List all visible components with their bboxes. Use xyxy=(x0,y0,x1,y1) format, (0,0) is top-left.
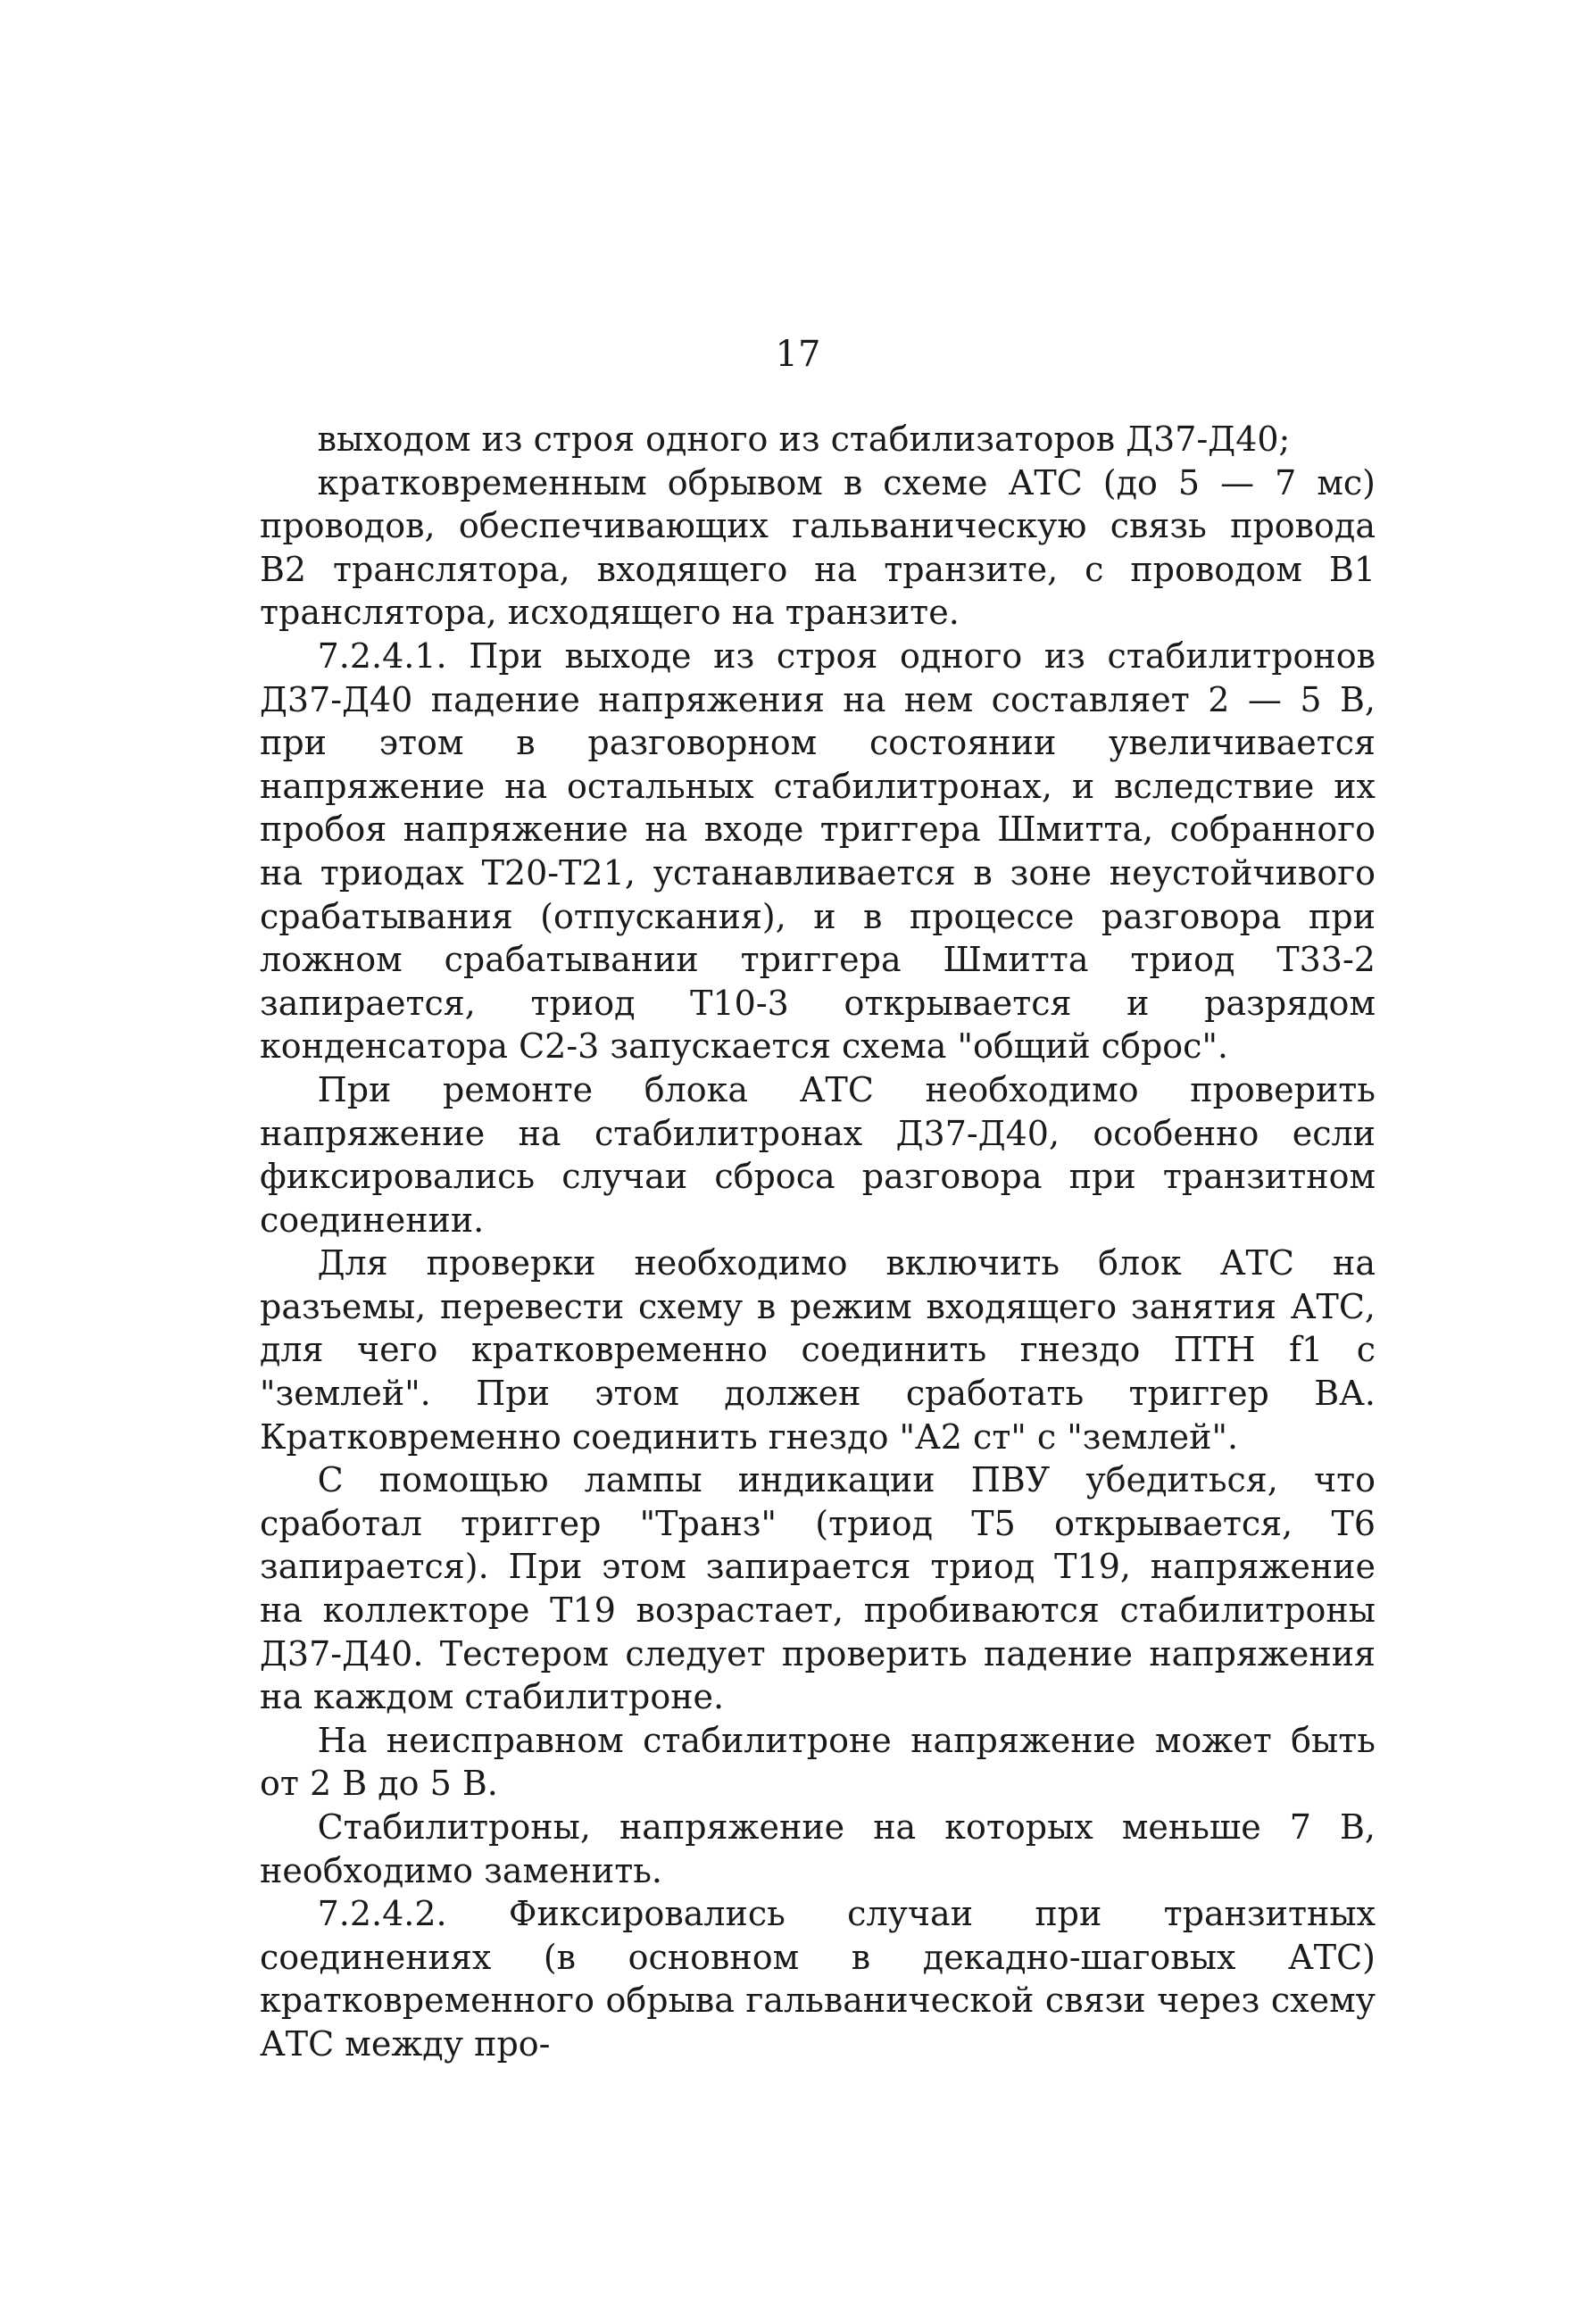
paragraph-7-2-4-1: 7.2.4.1. При выходе из строя одного из стабилитронов Д37-Д40 падение напряжения на нем составляет 2 — 5 В, при этом в разговорном состоянии увеличивается напряжение на остальных стабилитронах, и вследствие их пробоя напряжение на входе триггера Шмитта, собранного на триодах Т20-Т21, устанавливается в зоне неустойчивого срабатывания (отпускания), и в процессе разговора при ложном срабатывании триггера Шмитта триод Т33-2 запирается, триод Т10-3 открывается и разрядом конденсатора С2-3 запускается схема "общий сброс". xyxy=(260,635,1376,1067)
paragraph-stabilizer-failure: выходом из строя одного из стабилизаторов Д37-Д40; xyxy=(317,419,1291,459)
paragraph-7-2-4-2: 7.2.4.2. Фиксировались случаи при транзитных соединениях (в основном в декадно-шаговых АТС) кратковременного обрыва гальванической связи через схему АТС между про- xyxy=(260,1894,1376,2064)
page-number: 17 xyxy=(775,334,821,375)
paragraph-faulty-voltage: На неисправном стабилитроне напряжение может быть от 2 В до 5 В. xyxy=(260,1720,1376,1804)
paragraph-replace: Стабилитроны, напряжение на которых меньше 7 В, необходимо заменить. xyxy=(260,1807,1376,1890)
paragraph-short-break: кратковременным обрывом в схеме АТС (до 5 — 7 мс) проводов, обеспечивающих гальваническую связь провода В2 транслятора, входящего на транзите, с проводом В1 транслятора, исходящего на транзите. xyxy=(260,462,1376,633)
paragraph-check-procedure: Для проверки необходимо включить блок АТС на разъемы, перевести схему в режим входящего занятия АТС, для чего кратковременно соединить гнездо ПТН f1 с "землей". При этом должен сработать триггер ВА. Кратковременно соединить гнездо "А2 ст" с "землей". xyxy=(260,1243,1376,1457)
paragraph-repair-check: При ремонте блока АТС необходимо проверить напряжение на стабилитронах Д37-Д40, особенно если фиксировались случаи сброса разговора при транзитном соединении. xyxy=(260,1069,1376,1240)
body-text xyxy=(260,418,1376,2066)
paragraph-pvu-lamp: С помощью лампы индикации ПВУ убедиться, что сработал триггер "Транз" (триод Т5 открывается, Т6 запирается). При этом запирается триод Т19, напряжение на коллекторе Т19 возрастает, пробиваются стабилитроны Д37-Д40. Тестером следует проверить падение напряжения на каждом стабилитроне. xyxy=(260,1460,1376,1717)
